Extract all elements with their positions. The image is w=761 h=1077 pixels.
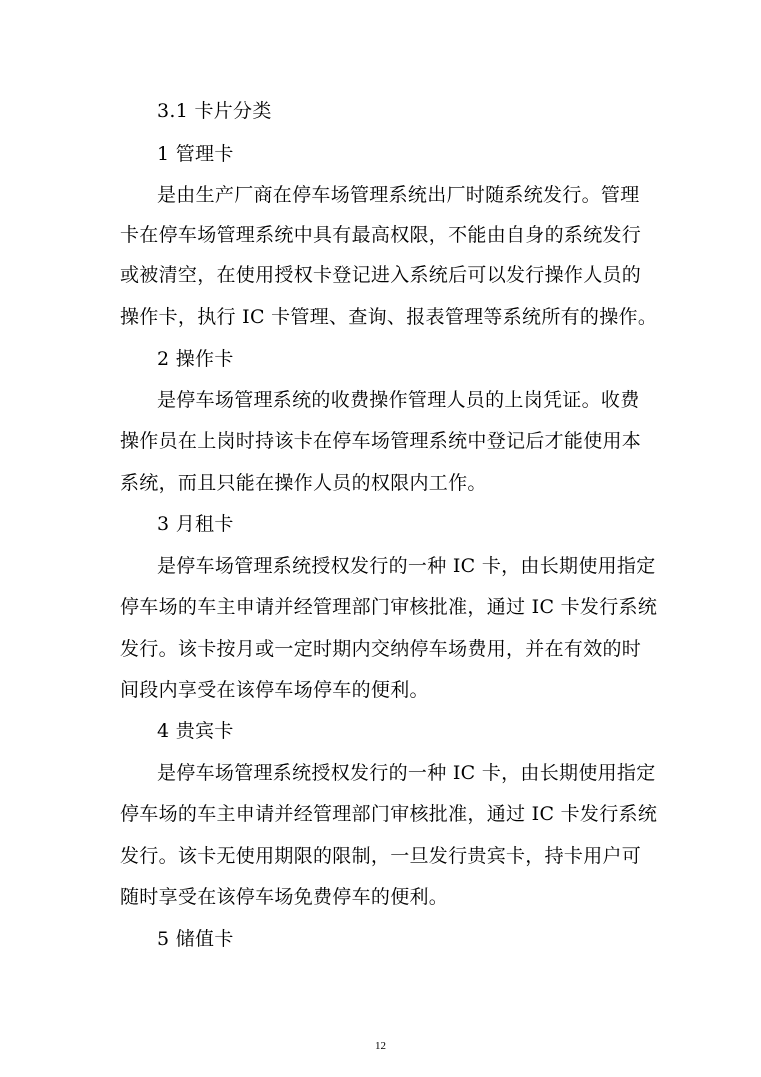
paragraph-line: 卡在停车场管理系统中具有最高权限，不能由自身的系统发行 <box>120 224 642 246</box>
paragraph-line: 发行。该卡无使用期限的限制，一旦发行贵宾卡，持卡用户可 <box>120 845 642 867</box>
card-heading-management: 1 管理卡 <box>157 143 234 165</box>
section-title: 3.1 卡片分类 <box>157 100 272 122</box>
paragraph-line: 系统，而且只能在操作人员的权限内工作。 <box>120 472 487 494</box>
paragraph-line: 或被清空，在使用授权卡登记进入系统后可以发行操作人员的 <box>120 264 642 286</box>
card-heading-monthly: 3 月租卡 <box>157 513 234 535</box>
paragraph-line: 随时享受在该停车场免费停车的便利。 <box>120 886 449 908</box>
page-number: 12 <box>375 1040 386 1052</box>
paragraph-line: 停车场的车主申请并经管理部门审核批准，通过 IC 卡发行系统 <box>120 803 658 825</box>
paragraph-line: 间段内享受在该停车场停车的便利。 <box>120 679 429 701</box>
paragraph-line: 发行。该卡按月或一定时期内交纳停车场费用，并在有效的时 <box>120 638 642 660</box>
paragraph-line: 是停车场管理系统授权发行的一种 IC 卡，由长期使用指定 <box>157 555 656 577</box>
paragraph-line: 是停车场管理系统的收费操作管理人员的上岗凭证。收费 <box>157 389 640 411</box>
paragraph-line: 是停车场管理系统授权发行的一种 IC 卡，由长期使用指定 <box>157 762 656 784</box>
paragraph-line: 是由生产厂商在停车场管理系统出厂时随系统发行。管理 <box>157 184 640 206</box>
card-heading-vip: 4 贵宾卡 <box>157 720 234 742</box>
paragraph-line: 操作卡，执行 IC 卡管理、查询、报表管理等系统所有的操作。 <box>120 306 658 328</box>
card-heading-operator: 2 操作卡 <box>157 348 234 370</box>
card-heading-stored-value: 5 储值卡 <box>157 928 234 950</box>
paragraph-line: 停车场的车主申请并经管理部门审核批准，通过 IC 卡发行系统 <box>120 596 658 618</box>
paragraph-line: 操作员在上岗时持该卡在停车场管理系统中登记后才能使用本 <box>120 430 642 452</box>
